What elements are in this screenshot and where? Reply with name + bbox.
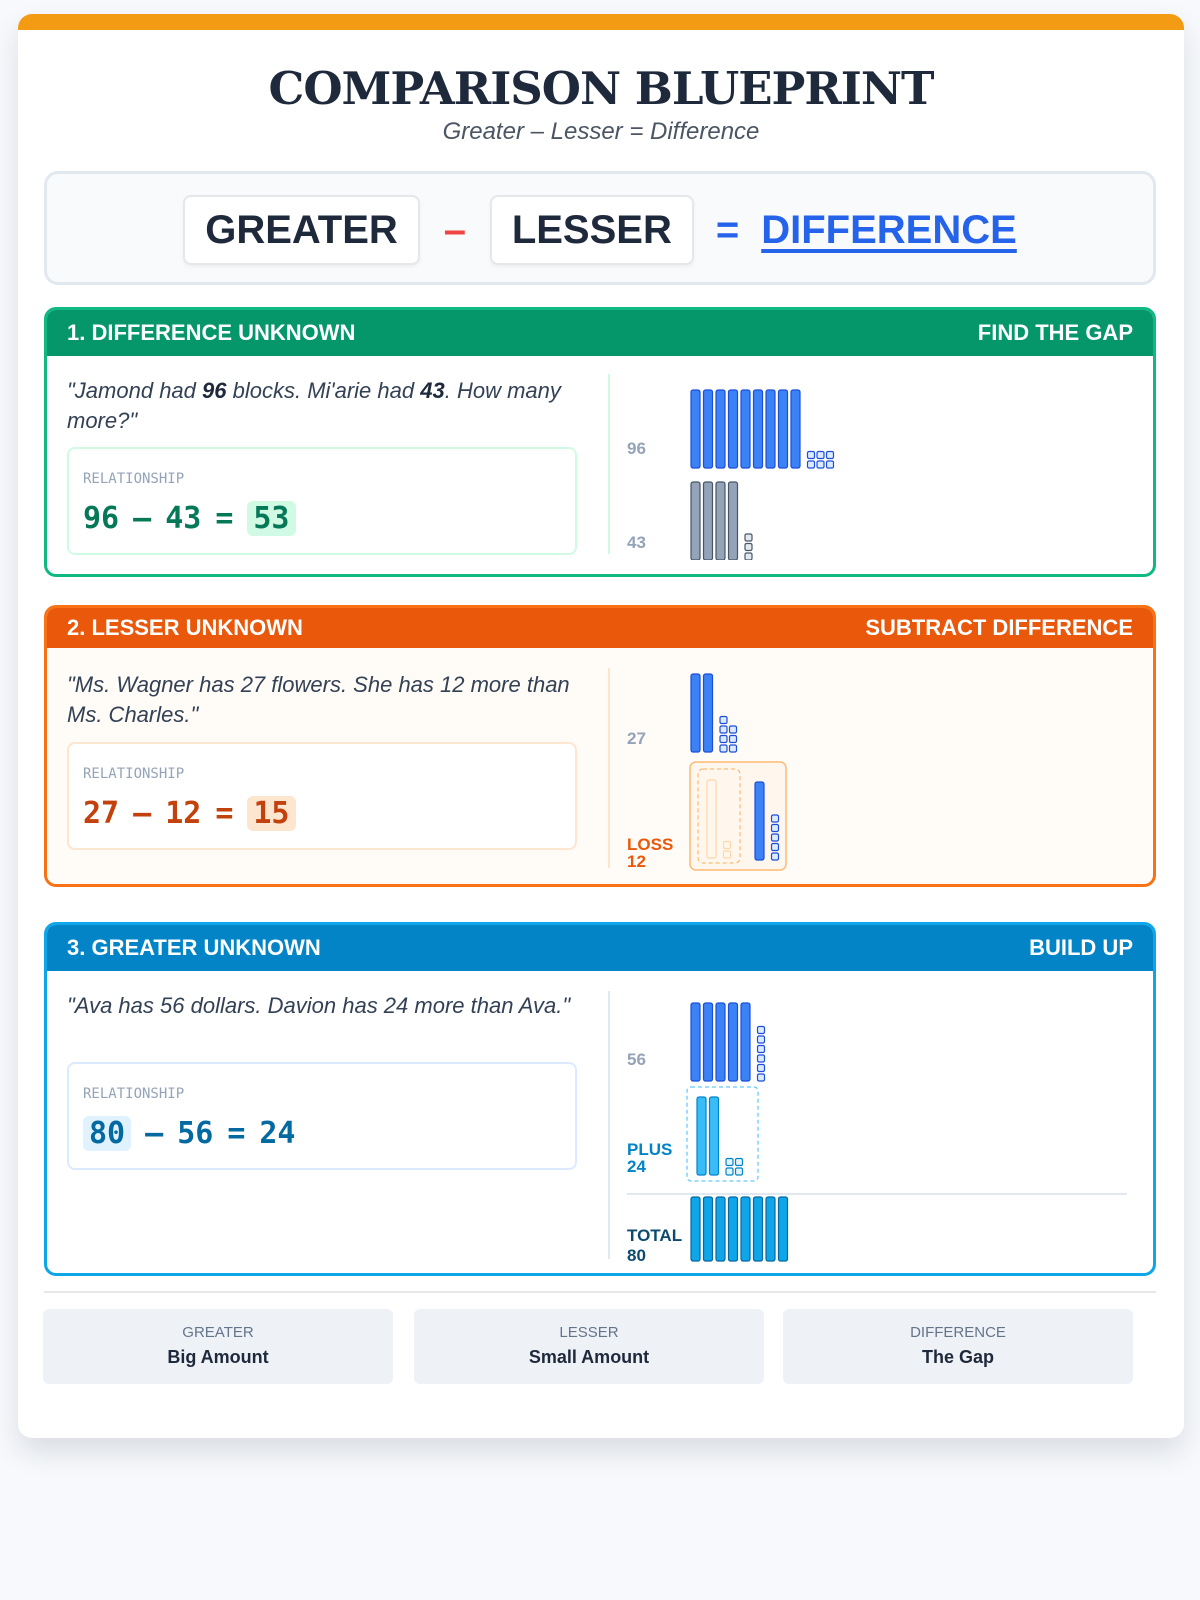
ten-rod (691, 1197, 700, 1261)
ten-rod (729, 482, 738, 560)
section-header (47, 310, 1153, 356)
ten-rod (741, 1003, 750, 1081)
footer-lesser: LESSER Small Amount (414, 1309, 764, 1384)
greater-value-label: 27 (627, 729, 646, 748)
ten-rod (766, 1197, 775, 1261)
one-cube (720, 745, 727, 752)
one-cube (808, 452, 815, 459)
equation-token: 56 (177, 1116, 214, 1151)
page-title: COMPARISON BLUEPRINT (268, 62, 934, 115)
ten-rod (754, 1197, 763, 1261)
ten-rod (766, 390, 775, 468)
one-cube (827, 461, 834, 468)
ten-rod (704, 390, 713, 468)
ten-rod (716, 1197, 725, 1261)
section-header (47, 925, 1153, 971)
relationship-label: RELATIONSHIP (83, 1086, 185, 1102)
ten-rod (691, 390, 700, 468)
relationship-label: RELATIONSHIP (83, 471, 185, 487)
accent-bar (18, 14, 1184, 30)
ten-rod (697, 1097, 706, 1175)
loss-value: 12 (627, 852, 646, 871)
relationship-label: RELATIONSHIP (83, 766, 185, 782)
relationship-equation (83, 1116, 296, 1151)
section-heading: 1. DIFFERENCE UNKNOWN (67, 320, 356, 345)
formula-panel (44, 171, 1156, 285)
ten-rod (754, 390, 763, 468)
ten-rod (729, 390, 738, 468)
ten-rod (707, 780, 716, 858)
relationship-equation (83, 501, 296, 536)
one-cube (758, 1046, 765, 1053)
one-cube (736, 1168, 743, 1175)
ten-rod (691, 482, 700, 560)
formula-difference: DIFFERENCE (761, 207, 1017, 252)
one-cube (758, 1065, 765, 1072)
total-value: 80 (627, 1246, 646, 1265)
section-divider (608, 991, 610, 1259)
ten-rod (691, 674, 700, 752)
word-problem: "Jamond had 96 blocks. Mi'arie had 43. How many more?" (67, 378, 561, 433)
equation-token: = (215, 501, 234, 536)
equation-token: – (133, 501, 152, 536)
one-cube (724, 851, 731, 858)
one-cube (772, 815, 779, 822)
lesser-value-label: 56 (627, 1050, 646, 1069)
total-label: TOTAL (627, 1226, 683, 1245)
relationship-box (67, 447, 577, 555)
equation-token: 12 (165, 796, 202, 831)
equation-token: 43 (165, 501, 202, 536)
one-cube (730, 726, 737, 733)
one-cube (730, 736, 737, 743)
equation-unknown: 53 (247, 501, 295, 536)
one-cube (758, 1055, 765, 1062)
equation-token: 24 (259, 1116, 296, 1151)
ten-rod (704, 1197, 713, 1261)
section-divider (608, 668, 610, 868)
one-cube (720, 736, 727, 743)
one-cube (745, 553, 752, 560)
block-model (627, 666, 1137, 876)
one-cube (720, 726, 727, 733)
formula-equals: = (715, 207, 740, 252)
lesser-value-label: 43 (627, 533, 646, 552)
one-cube (736, 1159, 743, 1166)
ten-rod (791, 390, 800, 468)
plus-value: 24 (627, 1157, 646, 1176)
section-divider (608, 374, 610, 554)
formula-minus: – (443, 207, 466, 252)
greater-value-label: 96 (627, 439, 646, 458)
one-cube (817, 452, 824, 459)
one-cube (817, 461, 824, 468)
blueprint-card (18, 14, 1184, 1438)
footer-greater: GREATER Big Amount (43, 1309, 393, 1384)
ten-rod (716, 390, 725, 468)
section-difference-unknown (44, 307, 1156, 577)
ten-rod (779, 390, 788, 468)
ten-rod (741, 1197, 750, 1261)
block-model (627, 985, 1137, 1275)
ten-rod (716, 482, 725, 560)
plus-label: PLUS (627, 1140, 673, 1159)
relationship-box (67, 742, 577, 850)
relationship-box (67, 1062, 577, 1170)
ten-rod (755, 782, 764, 860)
equation-token: = (215, 796, 234, 831)
ten-rod (710, 1097, 719, 1175)
section-heading: 3. GREATER UNKNOWN (67, 935, 321, 960)
ten-rod (729, 1197, 738, 1261)
one-cube (745, 544, 752, 551)
one-cube (724, 842, 731, 849)
equation-token: 96 (83, 501, 120, 536)
ten-rod (704, 1003, 713, 1081)
one-cube (772, 825, 779, 832)
equation-token: 27 (83, 796, 120, 831)
equation-token: – (133, 796, 152, 831)
equation-unknown: 15 (247, 796, 295, 831)
ten-rod (716, 1003, 725, 1081)
block-model (627, 370, 1137, 560)
ten-rod (779, 1197, 788, 1261)
equation-token: – (145, 1116, 164, 1151)
ten-rod (741, 390, 750, 468)
one-cube (758, 1027, 765, 1034)
formula-greater: GREATER (183, 195, 420, 265)
formula-lesser: LESSER (490, 195, 694, 265)
one-cube (758, 1074, 765, 1081)
section-header (47, 608, 1153, 648)
equation-unknown: 80 (83, 1116, 131, 1151)
one-cube (730, 745, 737, 752)
one-cube (808, 461, 815, 468)
one-cube (726, 1168, 733, 1175)
section-tag: FIND THE GAP (977, 320, 1133, 345)
one-cube (772, 844, 779, 851)
section-greater-unknown (44, 922, 1156, 1276)
word-problem: "Ms. Wagner has 27 flowers. She has 12 more than Ms. Charles." (67, 672, 570, 727)
one-cube (772, 853, 779, 860)
footer-divider (44, 1291, 1156, 1293)
section-heading: 2. LESSER UNKNOWN (67, 615, 303, 640)
one-cube (772, 834, 779, 841)
section-tag: SUBTRACT DIFFERENCE (865, 615, 1133, 640)
section-lesser-unknown (44, 605, 1156, 887)
footer-difference: DIFFERENCE The Gap (783, 1309, 1133, 1384)
one-cube (745, 534, 752, 541)
word-problem: "Ava has 56 dollars. Davion has 24 more than Ava." (67, 993, 571, 1018)
one-cube (726, 1159, 733, 1166)
one-cube (720, 717, 727, 724)
one-cube (758, 1036, 765, 1043)
one-cube (827, 452, 834, 459)
ten-rod (729, 1003, 738, 1081)
equation-token: = (227, 1116, 246, 1151)
ten-rod (691, 1003, 700, 1081)
ten-rod (704, 482, 713, 560)
relationship-equation (83, 796, 296, 831)
loss-label: LOSS (627, 835, 674, 854)
section-tag: BUILD UP (1029, 935, 1133, 960)
ten-rod (704, 674, 713, 752)
page-subtitle: Greater – Lesser = Difference (442, 118, 760, 145)
